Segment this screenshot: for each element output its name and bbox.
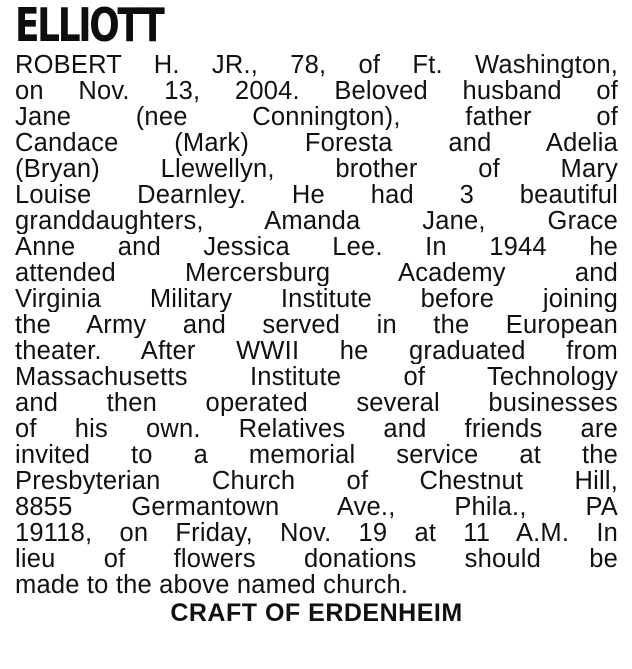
obituary-line: Candace (Mark) Foresta and Adelia — [15, 130, 618, 156]
obituary-line: 19118, on Friday, Nov. 19 at 11 A.M. In — [15, 520, 618, 546]
obituary-line: ROBERT H. JR., 78, of Ft. Washington, — [15, 52, 618, 78]
obituary-line: Massachusetts Institute of Technology — [15, 364, 618, 390]
obituary-line: Jane (nee Connington), father of — [15, 104, 618, 130]
obituary-line: Anne and Jessica Lee. In 1944 he — [15, 234, 618, 260]
obituary-line: invited to a memorial service at the — [15, 442, 618, 468]
obituary-line: granddaughters, Amanda Jane, Grace — [15, 208, 618, 234]
obituary-line: lieu of flowers donations should be — [15, 546, 618, 572]
obituary-line: 8855 Germantown Ave., Phila., PA — [15, 494, 618, 520]
obituary-line: Virginia Military Institute before joining — [15, 286, 618, 312]
obituary-surname: ELLIOTT — [15, 0, 163, 52]
obituary-line: made to the above named church. — [15, 572, 409, 598]
obituary-body — [15, 52, 618, 598]
obituary-line: of his own. Relatives and friends are — [15, 416, 618, 442]
obituary-line: and then operated several businesses — [15, 390, 618, 416]
obituary-line: on Nov. 13, 2004. Beloved husband of — [15, 78, 618, 104]
obituary-line: attended Mercersburg Academy and — [15, 260, 618, 286]
obituary-line: Louise Dearnley. He had 3 beautiful — [15, 182, 618, 208]
funeral-home-name: CRAFT OF ERDENHEIM — [170, 599, 463, 627]
obituary-line: Presbyterian Church of Chestnut Hill, — [15, 468, 618, 494]
obituary-line: the Army and served in the European — [15, 312, 618, 338]
obituary-line: (Bryan) Llewellyn, brother of Mary — [15, 156, 618, 182]
obituary-line: theater. After WWII he graduated from — [15, 338, 618, 364]
